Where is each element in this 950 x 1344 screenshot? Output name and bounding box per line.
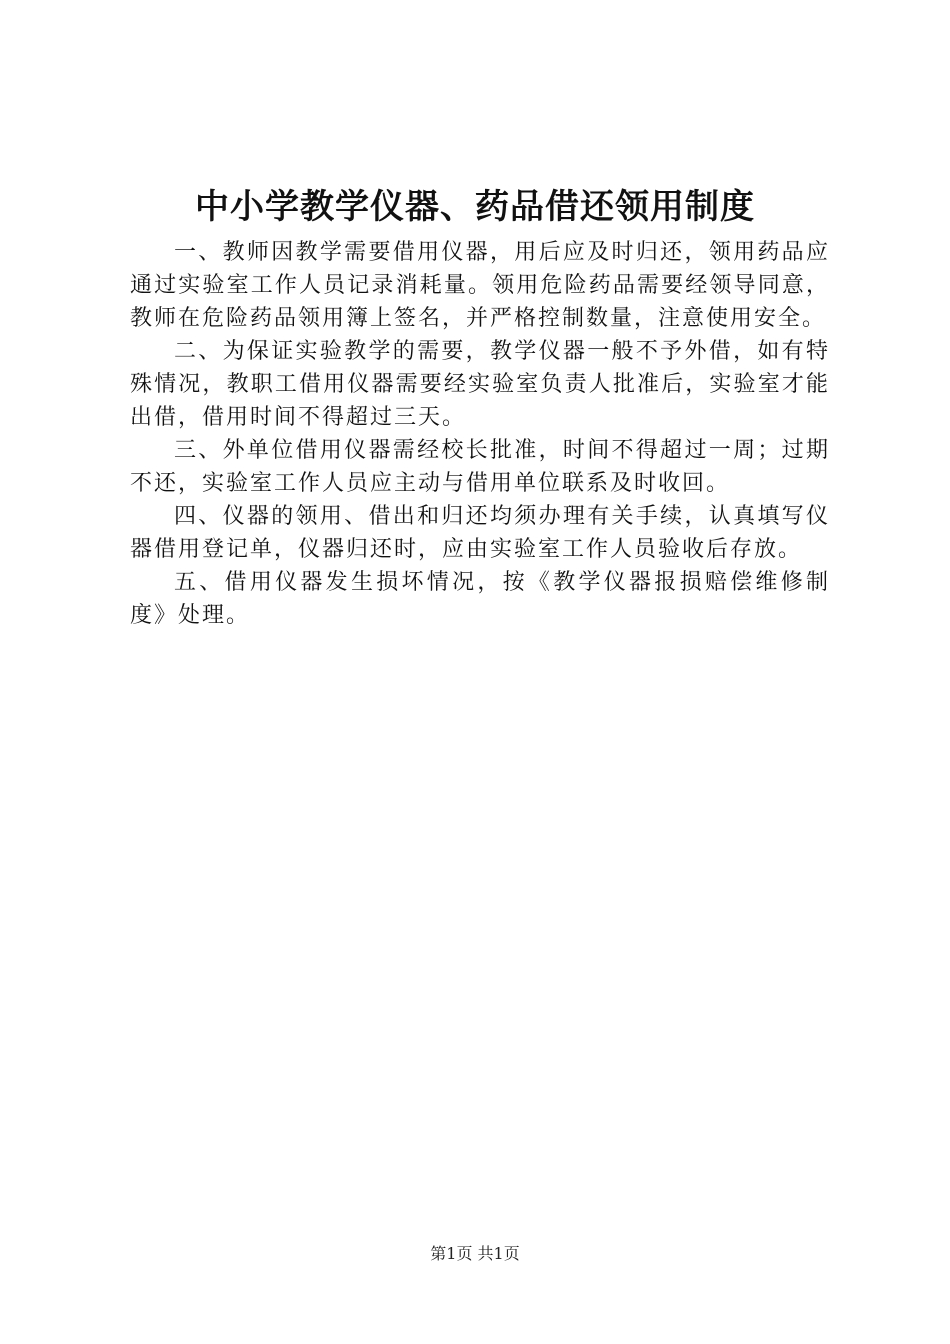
paragraph-4: 四、仪器的领用、借出和归还均须办理有关手续，认真填写仪器借用登记单，仪器归还时，应由实验室工作人员验收后存放。: [130, 504, 830, 562]
page-title: 中小学教学仪器、药品借还领用制度: [195, 187, 755, 227]
paragraph-3: 三、外单位借用仪器需经校长批准，时间不得超过一周；过期不还，实验室工作人员应主动与借用单位联系及时收回。: [130, 438, 830, 496]
document-body: [130, 236, 830, 632]
page-footer: 第1页 共1页: [430, 1244, 520, 1263]
paragraph-2: 二、为保证实验教学的需要，教学仪器一般不予外借，如有特殊情况，教职工借用仪器需要经实验室负责人批准后，实验室才能出借，借用时间不得超过三天。: [130, 339, 830, 430]
paragraph-5: 五、借用仪器发生损坏情况，按《教学仪器报损赔偿维修制度》处理。: [130, 570, 830, 628]
paragraph-1: 一、教师因教学需要借用仪器，用后应及时归还，领用药品应通过实验室工作人员记录消耗量。领用危险药品需要经领导同意，教师在危险药品领用簿上签名，并严格控制数量，注意使用安全。: [130, 240, 830, 331]
